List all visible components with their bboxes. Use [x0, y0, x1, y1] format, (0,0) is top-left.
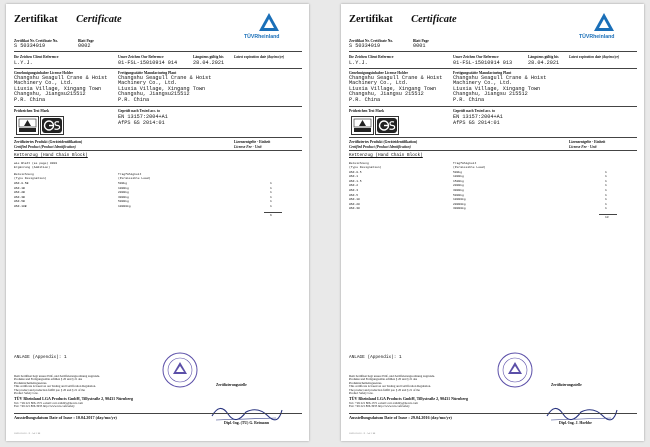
footer-text-line: Produktsicherheitsgesetzes. — [349, 380, 383, 385]
divider — [349, 106, 637, 107]
license-holder-line: P.R. China — [349, 96, 381, 103]
valid-until-label: Längstens gültig bis — [193, 55, 224, 59]
appendix: ANLAGE (Appendix): 1 — [14, 355, 67, 360]
table-row-load: 5000kg — [118, 200, 129, 204]
table-row-type: HSZ-1.5 — [349, 179, 362, 183]
table-row-load: 1000kg — [453, 175, 464, 179]
plant-label: Fertigungsstätte Manufacturing Plant — [118, 71, 177, 75]
plant-line: Changshu Seagull Crane & Hoist — [118, 75, 212, 81]
fee-total: 13 — [605, 216, 609, 219]
cert-body-label: Zertifizierungsstelle — [551, 383, 582, 387]
table-row-type: HSZ-0.5B — [14, 182, 29, 185]
col-designation-header: Bezeichnung — [14, 173, 34, 177]
table-row-type: HSZ-2B — [14, 191, 25, 195]
table-row-fee: 1 — [605, 170, 607, 174]
product-label-en: Certified Product (Product Identification) — [14, 144, 76, 149]
signer-name: Dipl.-Ing. J. Hoebbe — [559, 421, 592, 425]
fee-sum-line — [599, 214, 617, 215]
footer-text-line: Dem Zertifikat liegt unsere Prüf- und Zertifizierungsordnung zugrunde. — [14, 374, 100, 378]
table-row-type: HSZ-20 — [349, 202, 360, 206]
plant-line: P.R. China — [118, 96, 150, 103]
tested-acc-label: Geprüft nach Tested acc. to — [118, 109, 161, 113]
company-address: TÜV Rheinland LGA Products GmbH, Tillystraße 2, 90431 Nürnberg — [349, 396, 469, 401]
cert-no-label: Zertifikat Nr. Certificate No. — [14, 39, 59, 43]
tuv-logo-icon — [593, 12, 615, 32]
tuv-test-mark-icon — [351, 116, 374, 135]
table-row-fee: 1 — [605, 189, 607, 192]
table-row-type: HSZ-0.5 — [349, 170, 362, 174]
table-row-load: 10000kg — [453, 198, 466, 202]
plant-line: Changshu Seagull Crane & Hoist — [453, 75, 547, 81]
plant-line: P.R. China — [453, 96, 485, 103]
footer-text-line: Produkte und Fertigungsstätte erfüllen § 20 und § 21 des — [349, 377, 418, 382]
footer-text-line: Product Safety Law. — [14, 391, 39, 395]
tel-lines-line: Tel.: +49 221 806-1371 e-mail: cert-validity@de.tuv.com — [349, 401, 418, 405]
table-row-type: HSZ-5B — [14, 200, 25, 204]
form-revision: 10/210 10.16 · E · A4 ® 08 — [14, 432, 41, 435]
col-load-header: Tragfähigkeit — [453, 162, 477, 165]
tested-acc-line: EN 13157:2004+A1 — [118, 114, 168, 120]
valid-until-label: Längstens gültig bis — [528, 55, 559, 59]
gs-mark-icon — [40, 116, 64, 135]
license-fee-label: License Fee - Unit — [569, 144, 597, 149]
divider — [14, 106, 302, 107]
license-holder-line: P.R. China — [14, 96, 46, 103]
license-holder-line: Liuxia Village, Xingang Town — [14, 85, 102, 92]
table-row-fee: 1 — [270, 186, 272, 190]
table-row-type: HSZ-10 — [349, 198, 360, 202]
tuv-logo-text: TÜVRheinland — [579, 34, 615, 40]
client-ref: L.Y.J. — [349, 60, 368, 66]
tested-acc-label: Geprüft nach Tested acc. to — [453, 109, 496, 113]
col-load-header: Tragfähigkeit — [118, 173, 142, 177]
table-row-fee: 1 — [270, 191, 272, 195]
our-ref-label: Unser Zeichen Our Reference — [118, 55, 164, 59]
test-mark-label: Prüfzeichen Test Mark — [349, 109, 385, 113]
table-row-load: 30000kg — [453, 207, 466, 211]
license-fee-label-de: Lizenzentgelte - Einheit — [234, 140, 271, 144]
fee-sum-line — [264, 212, 282, 213]
product-name: Kettenzug (Hand Chain Block) — [14, 153, 88, 158]
col-designation-header-en: (Type Designation) — [349, 166, 382, 169]
table-row-load: 5000kg — [453, 193, 464, 197]
plant-line: Liuxia Village, Xingang Town — [453, 85, 541, 92]
table-row-type: HSZ-10B — [14, 205, 27, 208]
divider — [14, 150, 302, 151]
product-label-en: Certified Product (Product Identification) — [349, 144, 411, 149]
cert-no: S 50334019 — [14, 43, 46, 49]
table-row-load: 3000kg — [118, 195, 129, 199]
product-name: Kettenzug (Hand Chain Block) — [349, 153, 423, 158]
footer-text-line: This certificate is based on our Testing and Certification Regulation. — [14, 384, 97, 389]
table-row-load: 1500kg — [453, 179, 464, 183]
license-holder-label: Genehmigungsinhaber License Holder — [349, 71, 409, 75]
table-row-fee: 1 — [270, 205, 272, 208]
page-label: Blatt Page — [78, 39, 94, 43]
client-ref-label: Ihr Zeichen Client Reference — [14, 55, 59, 59]
table-row-fee: 1 — [605, 184, 607, 188]
fee-total: 6 — [270, 213, 272, 217]
table-row-fee: 1 — [270, 182, 272, 185]
license-holder-line: Changshu Seagull Crane & Hoist — [14, 75, 108, 81]
table-row-type: HSZ-3 — [349, 189, 359, 192]
tel-lines-line: Fax: +49 221 806-3935 http://www.tuv.com/safety — [349, 404, 410, 409]
license-holder-label: Genehmigungsinhaber License Holder — [14, 71, 74, 75]
client-ref: L.Y.J. — [14, 60, 33, 66]
col-designation-header-en: (Type Designation) — [14, 177, 47, 181]
cert-no: S 50334019 — [349, 43, 381, 49]
table-row-type: HSZ-1B — [14, 186, 25, 190]
appendix: ANLAGE (Appendix): 1 — [349, 355, 402, 360]
certification-stamp-icon — [162, 352, 198, 388]
table-row-type: HSZ-2 — [349, 184, 359, 188]
test-mark-label: Prüfzeichen Test Mark — [14, 109, 50, 113]
client-ref-label: Ihr Zeichen Client Reference — [349, 55, 394, 59]
form-revision: 10/210 10.16 · E · A4 ® 08 — [349, 432, 376, 435]
addition-line: Ergänzung (Addition) — [14, 166, 51, 170]
footer-text-line: Produktsicherheitsgesetzes. — [14, 380, 48, 385]
plant-line: Machinery Co., Ltd. — [453, 80, 513, 87]
tuv-test-mark-icon — [16, 116, 39, 135]
divider — [14, 68, 302, 69]
table-row-load: 2000kg — [118, 191, 129, 195]
col-designation-header: Bezeichnung — [349, 162, 369, 165]
license-holder-line: Changshu Seagull Crane & Hoist — [349, 75, 443, 81]
cert-body-label: Zertifizierungsstelle — [216, 383, 247, 387]
page-label: Blatt Page — [413, 39, 429, 43]
tested-acc-line: AfPS GS 2014:01 — [453, 119, 500, 126]
license-fee-label: License Fee - Unit — [234, 144, 262, 149]
license-holder-line: Changshu, Jiangsu 215512 — [349, 91, 424, 98]
footer-text-line: Product Safety Law. — [349, 391, 374, 395]
table-row-fee: 1 — [605, 193, 607, 197]
table-row-load: 500kg — [453, 170, 463, 174]
tel-lines-line: Tel.: +49 221 806-1371 e-mail: cert-validity@de.tuv.com — [14, 401, 83, 405]
license-holder-line: Machinery Co., Ltd. — [349, 80, 409, 87]
page-no: 0002 — [78, 43, 91, 49]
company-address: TÜV Rheinland LGA Products GmbH, Tillystraße 2, 90431 Nürnberg — [14, 396, 134, 401]
valid-until: 28.04.2021 — [193, 60, 225, 66]
cert-no-label: Zertifikat Nr. Certificate No. — [349, 39, 394, 43]
table-row-fee: 1 — [605, 202, 607, 206]
table-row-fee: 1 — [270, 200, 272, 204]
tuv-logo-text: TÜVRheinland — [244, 34, 280, 40]
table-row-load: 3000kg — [453, 189, 464, 192]
addition-line: wie Blatt (as page) 0001 — [14, 162, 58, 165]
issue-date: Ausstellungsdatum Date of Issue : 29.04.2016 (day/mo/yr) — [349, 415, 452, 420]
divider — [349, 51, 637, 52]
table-row-fee: 1 — [605, 207, 607, 211]
gs-mark-icon — [375, 116, 399, 135]
cert-title: Zertifikat Certificate — [14, 14, 122, 25]
table-row-load: 2000kg — [453, 184, 464, 188]
plant-line: Machinery Co., Ltd. — [118, 80, 178, 87]
table-row-type: HSZ-1 — [349, 175, 359, 179]
divider — [14, 51, 302, 52]
footer-text-line: Dem Zertifikat liegt unsere Prüf- und Zertifizierungsordnung zugrunde. — [349, 374, 435, 378]
table-row-load: 10000kg — [118, 205, 131, 208]
license-holder-line: Machinery Co., Ltd. — [14, 80, 74, 87]
plant-label: Fertigungsstätte Manufacturing Plant — [453, 71, 512, 75]
table-row-fee: 1 — [605, 198, 607, 202]
tel-lines-line: Fax: +49 221 806-3935 http://www.tuv.com/safety — [14, 404, 75, 409]
plant-line: Changshu, Jiangsu215512 — [118, 91, 190, 98]
col-load-header-en: (Permissible Load) — [453, 166, 486, 169]
certificate-page-1 — [341, 4, 644, 441]
table-row-fee: 1 — [605, 175, 607, 179]
tested-acc-line: EN 13157:2004+A1 — [453, 114, 503, 120]
divider — [14, 413, 302, 414]
certification-stamp-icon — [497, 352, 533, 388]
divider — [349, 150, 637, 151]
our-ref-label: Unser Zeichen Our Reference — [453, 55, 499, 59]
signer-name: Dipl.-Ing. (TU) G. Reimann — [224, 421, 269, 425]
divider — [349, 68, 637, 69]
latest-exp-label: Latest expiration date (day/mo/yr) — [234, 55, 285, 59]
tuv-logo-icon — [258, 12, 280, 32]
divider — [14, 137, 302, 138]
product-label: Zertifiziertes Produkt (Geräteidentifikation) — [14, 140, 83, 144]
tested-acc-line: AfPS GS 2014:01 — [118, 119, 165, 126]
table-row-load: 1000kg — [118, 186, 129, 190]
issue-date: Ausstellungsdatum Date of Issue : 10.04.2017 (day/mo/yr) — [14, 415, 117, 420]
table-row-load: 20000kg — [453, 202, 466, 206]
cert-title: Zertifikat Certificate — [349, 14, 457, 25]
product-label: Zertifiziertes Produkt (Geräteidentifikation) — [349, 140, 418, 144]
certificate-page-2 — [6, 4, 309, 441]
plant-line: Liuxia Village, Xingang Town — [118, 85, 206, 92]
table-row-fee: 1 — [605, 179, 607, 183]
table-row-type: HSZ-3B — [14, 195, 25, 199]
our-ref: 01-FSL-15010914 014 — [118, 60, 178, 66]
plant-line: Changshu, Jiangsu 215512 — [453, 91, 528, 98]
table-row-type: HSZ-5 — [349, 193, 359, 197]
divider — [349, 413, 637, 414]
license-fee-label-de: Lizenzentgelte - Einheit — [569, 140, 606, 144]
footer-text-line: The product and production fulfill par. § 20 and § 21 of the — [14, 387, 85, 392]
license-holder-line: Liuxia Village, Xingang Town — [349, 85, 437, 92]
footer-text-line: Produkte und Fertigungsstätte erfüllen § 20 und § 21 des — [14, 377, 83, 382]
page-no: 0001 — [413, 43, 426, 49]
our-ref: 01-FSL-15010914 013 — [453, 60, 513, 66]
table-row-load: 500kg — [118, 182, 128, 185]
col-load-header-en: (Permissible Load) — [118, 177, 151, 181]
license-holder-line: Changshu, Jiangsu215512 — [14, 91, 86, 98]
valid-until: 28.04.2021 — [528, 60, 560, 66]
divider — [349, 137, 637, 138]
table-row-fee: 1 — [270, 195, 272, 199]
footer-text-line: The product and production fulfill par. § 20 and § 21 of the — [349, 387, 420, 392]
latest-exp-label: Latest expiration date (day/mo/yr) — [569, 55, 620, 59]
table-row-type: HSZ-30 — [349, 207, 360, 211]
footer-text-line: This certificate is based on our Testing and Certification Regulation. — [349, 384, 432, 389]
